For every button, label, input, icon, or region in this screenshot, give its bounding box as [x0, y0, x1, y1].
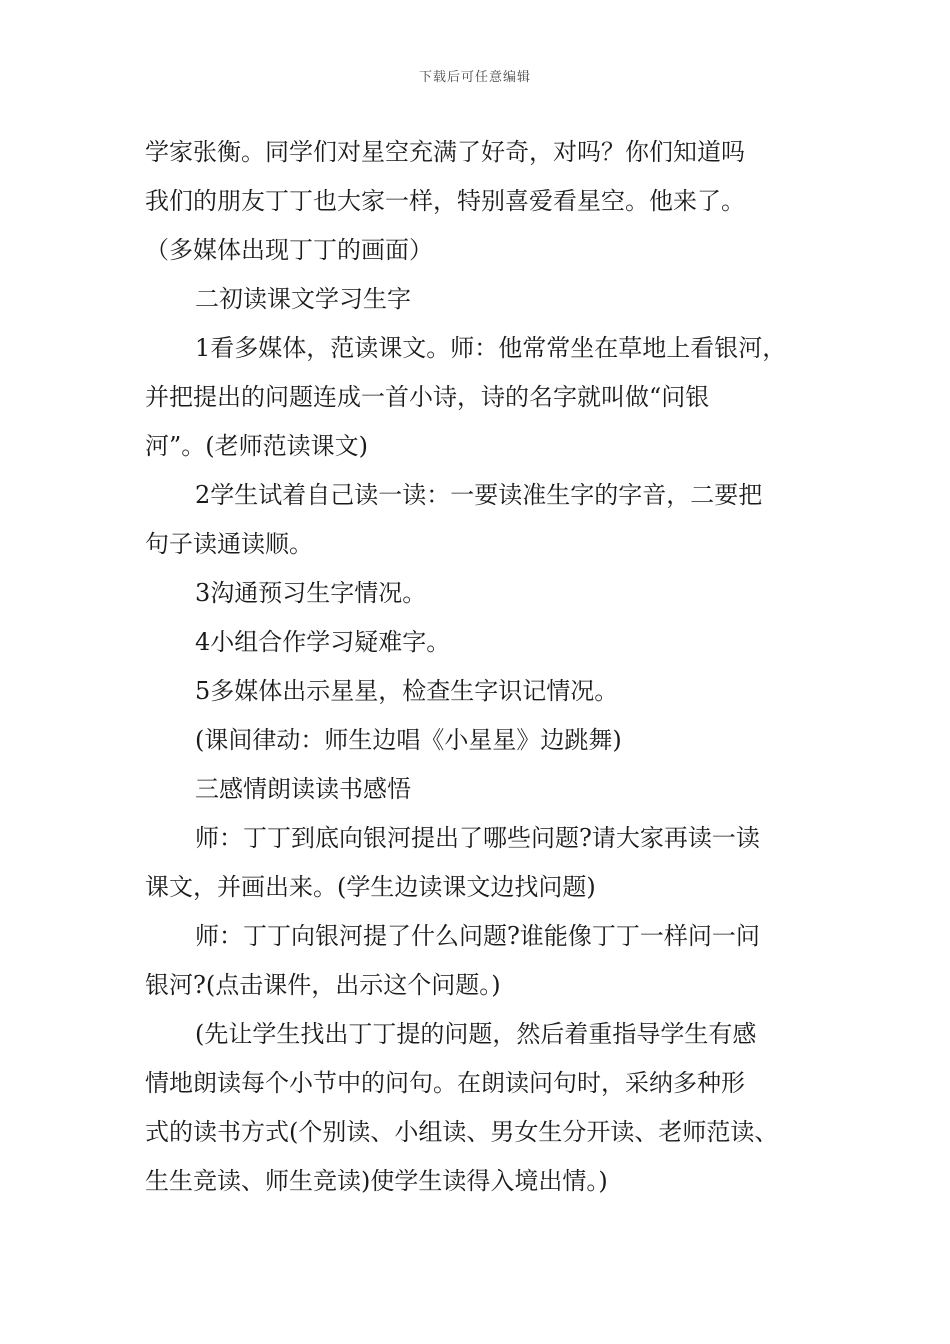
text-line: 师：丁丁到底向银河提出了哪些问题?请大家再读一读 [195, 824, 760, 852]
text-line: 我们的朋友丁丁也大家一样，特别喜爱看星空。他来了。 [145, 187, 745, 215]
text-line: 1看多媒体，范读课文。师：他常常坐在草地上看银河， [195, 334, 787, 362]
document-body [145, 128, 835, 1206]
text-line: 句子读通读顺。 [145, 530, 313, 558]
text-line: 课文，并画出来。(学生边读课文边找问题) [145, 873, 596, 901]
text-line: 学家张衡。同学们对星空充满了好奇，对吗？你们知道吗 [145, 138, 745, 166]
text-line: 式的读书方式(个别读、小组读、男女生分开读、老师范读、 [145, 1118, 779, 1146]
text-line: 并把提出的问题连成一首小诗，诗的名字就叫做“问银 [145, 383, 710, 411]
text-line: 情地朗读每个小节中的问句。在朗读问句时，采纳多种形 [145, 1069, 745, 1097]
text-line: 5多媒体出示星星，检查生字识记情况。 [195, 677, 619, 705]
text-line: 2学生试着自己读一读：一要读准生字的字音，二要把 [195, 481, 763, 509]
text-line: 河”。(老师范读课文) [145, 432, 368, 460]
text-line: （多媒体出现丁丁的画面） [145, 236, 433, 264]
section-heading: 三感情朗读读书感悟 [195, 775, 411, 803]
section-heading: 二初读课文学习生字 [195, 285, 411, 313]
text-line: (课间律动：师生边唱《小星星》边跳舞) [195, 726, 622, 754]
text-line: 生生竞读、师生竞读)使学生读得入境出情。) [145, 1167, 608, 1195]
text-line: 3沟通预习生字情况。 [195, 579, 427, 607]
text-line: 银河?(点击课件，出示这个问题。) [145, 971, 501, 999]
text-line: (先让学生找出丁丁提的问题，然后着重指导学生有感 [195, 1020, 757, 1048]
text-line: 4小组合作学习疑难字。 [195, 628, 451, 656]
text-line: 师：丁丁向银河提了什么问题?谁能像丁丁一样问一问 [195, 922, 760, 950]
page-header: 下载后可任意编辑 [418, 70, 531, 85]
